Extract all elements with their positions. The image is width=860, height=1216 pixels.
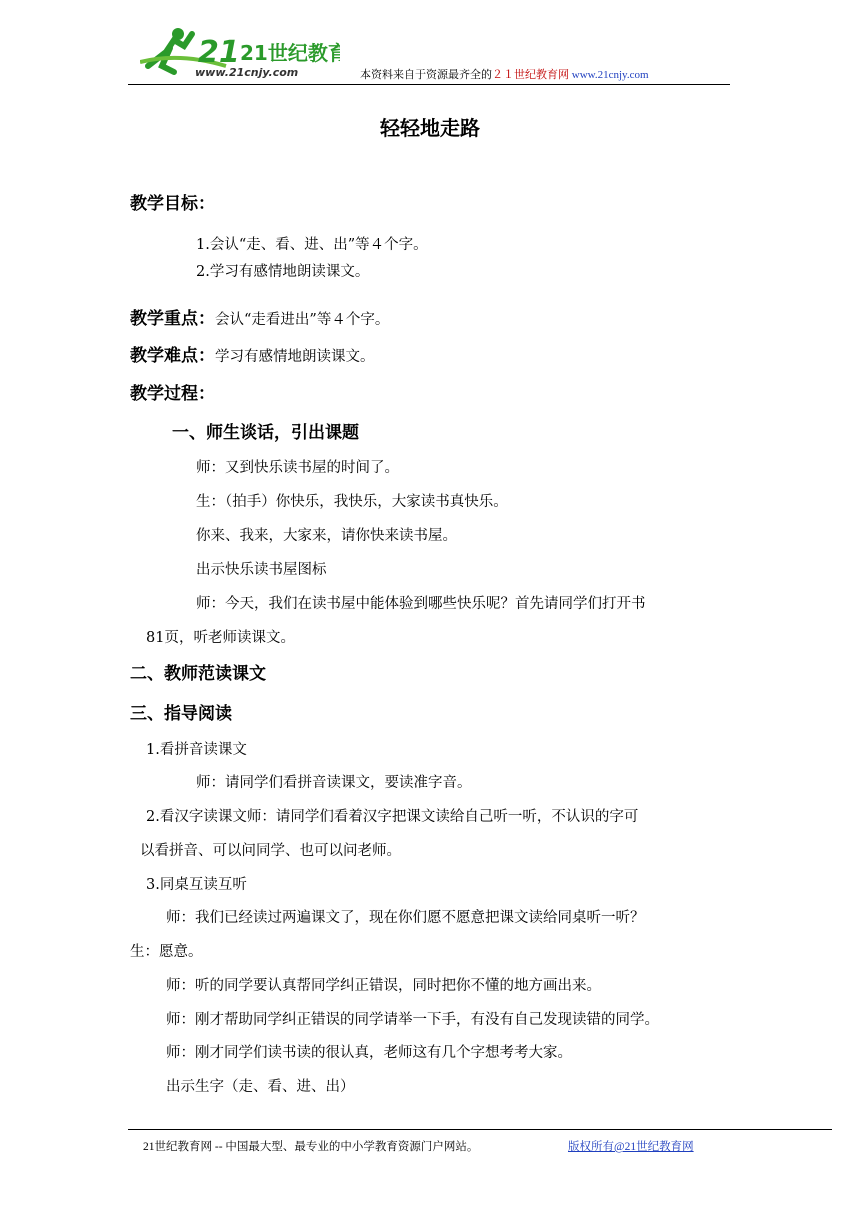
paragraph: 师：请同学们看拼音读课文，要读准字音。 [196, 775, 472, 791]
paragraph: 出示生字（走、看、进、出） [166, 1079, 355, 1095]
header-source-site[interactable]: ２１世纪教育网 [492, 69, 569, 81]
svg-text:21世纪教育: 21世纪教育 [240, 41, 340, 65]
process-heading: 教学过程： [130, 384, 215, 404]
header-source-line [360, 66, 649, 82]
key-point-label: 教学重点： [130, 309, 215, 329]
paragraph: 生：（拍手）你快乐，我快乐，大家读书真快乐。 [196, 494, 508, 510]
goal-item-2: 2.学习有感情地朗读课文。 [196, 264, 370, 280]
paragraph: 师：听的同学要认真帮同学纠正错误，同时把你不懂的地方画出来。 [166, 978, 601, 994]
difficulty-point [130, 341, 375, 366]
header-source-url[interactable]: www.21cnjy.com [571, 69, 649, 81]
paragraph: 师：刚才同学们读书读的很认真，老师这有几个字想考考大家。 [166, 1045, 572, 1061]
key-point-text: 会认“走看进出”等４个字。 [215, 312, 390, 328]
footer-left-text: 21世纪教育网 -- 中国最大型、最专业的中小学教育资源门户网站。 [143, 1141, 479, 1153]
part2-heading: 二、教师范读课文 [130, 664, 266, 684]
header-divider [128, 84, 730, 85]
paragraph: 出示快乐读书屋图标 [196, 562, 327, 578]
paragraph: 以看拼音、可以问同学、也可以问老师。 [140, 843, 401, 859]
paragraph: 2.看汉字读课文师：请同学们看着汉字把课文读给自己听一听，不认识的字可 [146, 809, 639, 825]
part3-heading: 三、指导阅读 [130, 704, 232, 724]
paragraph: 你来、我来，大家来，请你快来读书屋。 [196, 528, 457, 544]
part1-heading: 一、师生谈话，引出课题 [172, 423, 359, 443]
paragraph: 81页，听老师读课文。 [146, 630, 295, 646]
goal-item-1: 1.会认“走、看、进、出”等４个字。 [196, 237, 428, 253]
footer-divider [128, 1129, 832, 1130]
paragraph: 生：愿意。 [130, 944, 203, 960]
svg-text:www.21cnjy.com: www.21cnjy.com [195, 66, 299, 79]
header-source-prefix: 本资料来自于资源最齐全的 [360, 69, 492, 81]
paragraph: 3.同桌互读互听 [146, 877, 247, 893]
footer-copyright-link[interactable]: 版权所有@21世纪教育网 [568, 1141, 694, 1153]
goals-heading: 教学目标： [130, 194, 215, 214]
paragraph: 师：今天，我们在读书屋中能体验到哪些快乐呢？首先请同学们打开书 [196, 596, 646, 612]
paragraph: 师：我们已经读过两遍课文了，现在你们愿不愿意把课文读给同桌听一听？ [166, 910, 645, 926]
site-logo [140, 22, 340, 84]
difficulty-text: 学习有感情地朗读课文。 [215, 349, 375, 365]
paragraph: 师：又到快乐读书屋的时间了。 [196, 460, 399, 476]
key-point [130, 304, 389, 329]
svg-text:21: 21 [198, 35, 240, 70]
difficulty-label: 教学难点： [130, 346, 215, 366]
paragraph: 师：刚才帮助同学纠正错误的同学请举一下手，有没有自己发现读错的同学。 [166, 1012, 659, 1028]
paragraph: 1.看拼音读课文 [146, 742, 247, 758]
document-title: 轻轻地走路 [380, 116, 480, 140]
